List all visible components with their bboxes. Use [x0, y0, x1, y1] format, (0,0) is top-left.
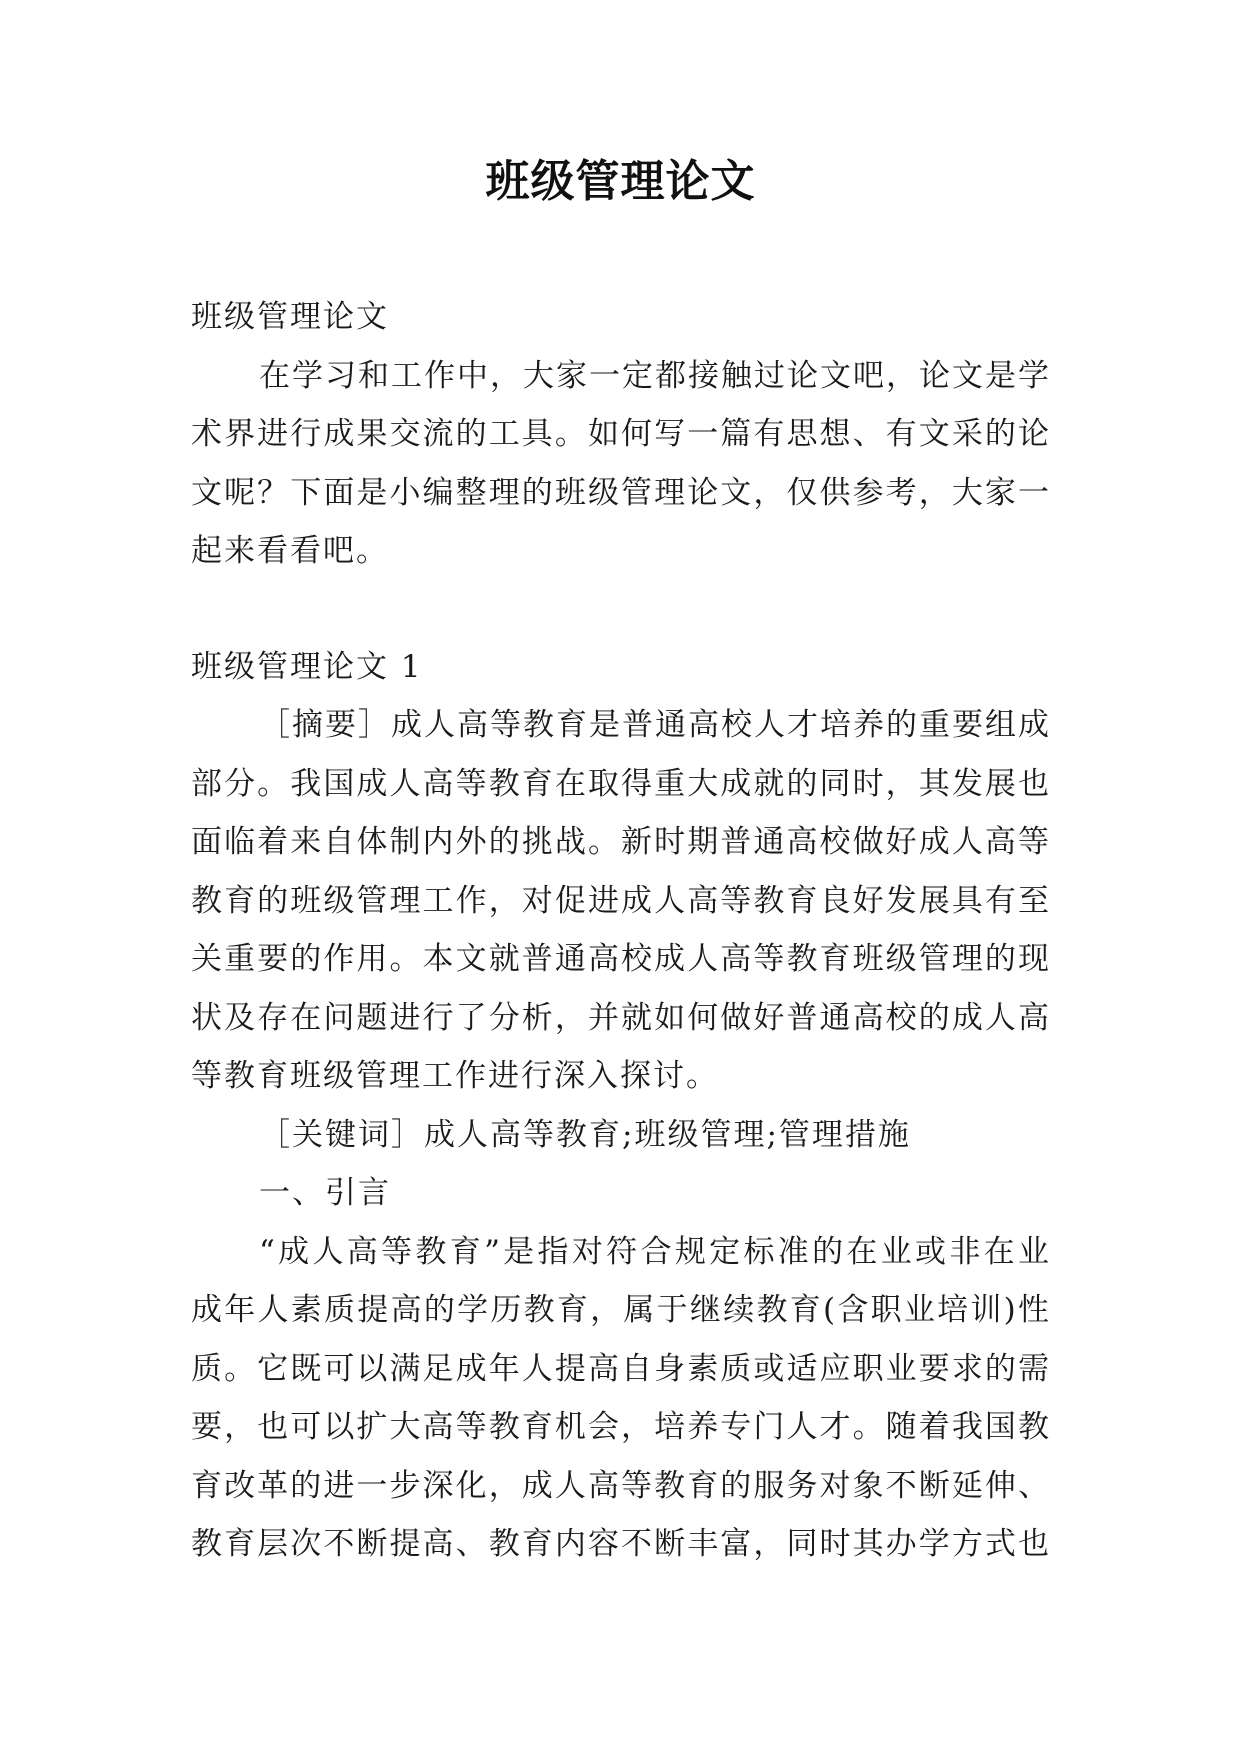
- subheading-introduction: 一、引言: [259, 1175, 391, 1211]
- intro-line-2: 术界进行成果交流的工具。如何写一篇有思想、有文采的论: [191, 416, 1051, 452]
- body-line-3: 质。它既可以满足成年人提高自身素质或适应职业要求的需: [191, 1350, 1051, 1387]
- keywords-line: ［关键词］成人高等教育;班级管理;管理措施: [259, 1116, 911, 1153]
- body-line-2: 成年人素质提高的学历教育，属于继续教育(含职业培训)性: [191, 1292, 1051, 1328]
- body-line-4: 要，也可以扩大高等教育机会，培养专门人才。随着我国教: [191, 1409, 1051, 1445]
- header-line: 班级管理论文: [191, 299, 389, 335]
- abstract-line-5: 关重要的作用。本文就普通高校成人高等教育班级管理的现: [191, 941, 1051, 977]
- body-line-6: 教育层次不断提高、教育内容不断丰富，同时其办学方式也: [191, 1526, 1051, 1562]
- intro-line-1: 在学习和工作中，大家一定都接触过论文吧，论文是学: [259, 357, 1051, 394]
- abstract-line-3: 面临着来自体制内外的挑战。新时期普通高校做好成人高等: [191, 824, 1051, 860]
- paragraph-gap: [191, 581, 1051, 638]
- abstract-line-4: 教育的班级管理工作，对促进成人高等教育良好发展具有至: [191, 882, 1051, 919]
- body-line-5: 育改革的进一步深化，成人高等教育的服务对象不断延伸、: [191, 1467, 1051, 1504]
- document-title: 班级管理论文: [485, 156, 756, 207]
- abstract-line-2: 部分。我国成人高等教育在取得重大成就的同时，其发展也: [191, 765, 1051, 802]
- body-line-1: “成人高等教育”是指对符合规定标准的在业或非在业: [259, 1233, 1051, 1270]
- intro-line-3: 文呢？下面是小编整理的班级管理论文，仅供参考，大家一: [191, 474, 1051, 511]
- section-heading: 班级管理论文 1: [191, 648, 423, 685]
- intro-line-4: 起来看看吧。: [191, 533, 389, 569]
- document-body: [191, 288, 1051, 1574]
- abstract-line-7: 等教育班级管理工作进行深入探讨。: [191, 1058, 719, 1094]
- abstract-line-1: ［摘要］成人高等教育是普通高校人才培养的重要组成: [259, 707, 1051, 743]
- abstract-line-6: 状及存在问题进行了分析，并就如何做好普通高校的成人高: [191, 999, 1051, 1036]
